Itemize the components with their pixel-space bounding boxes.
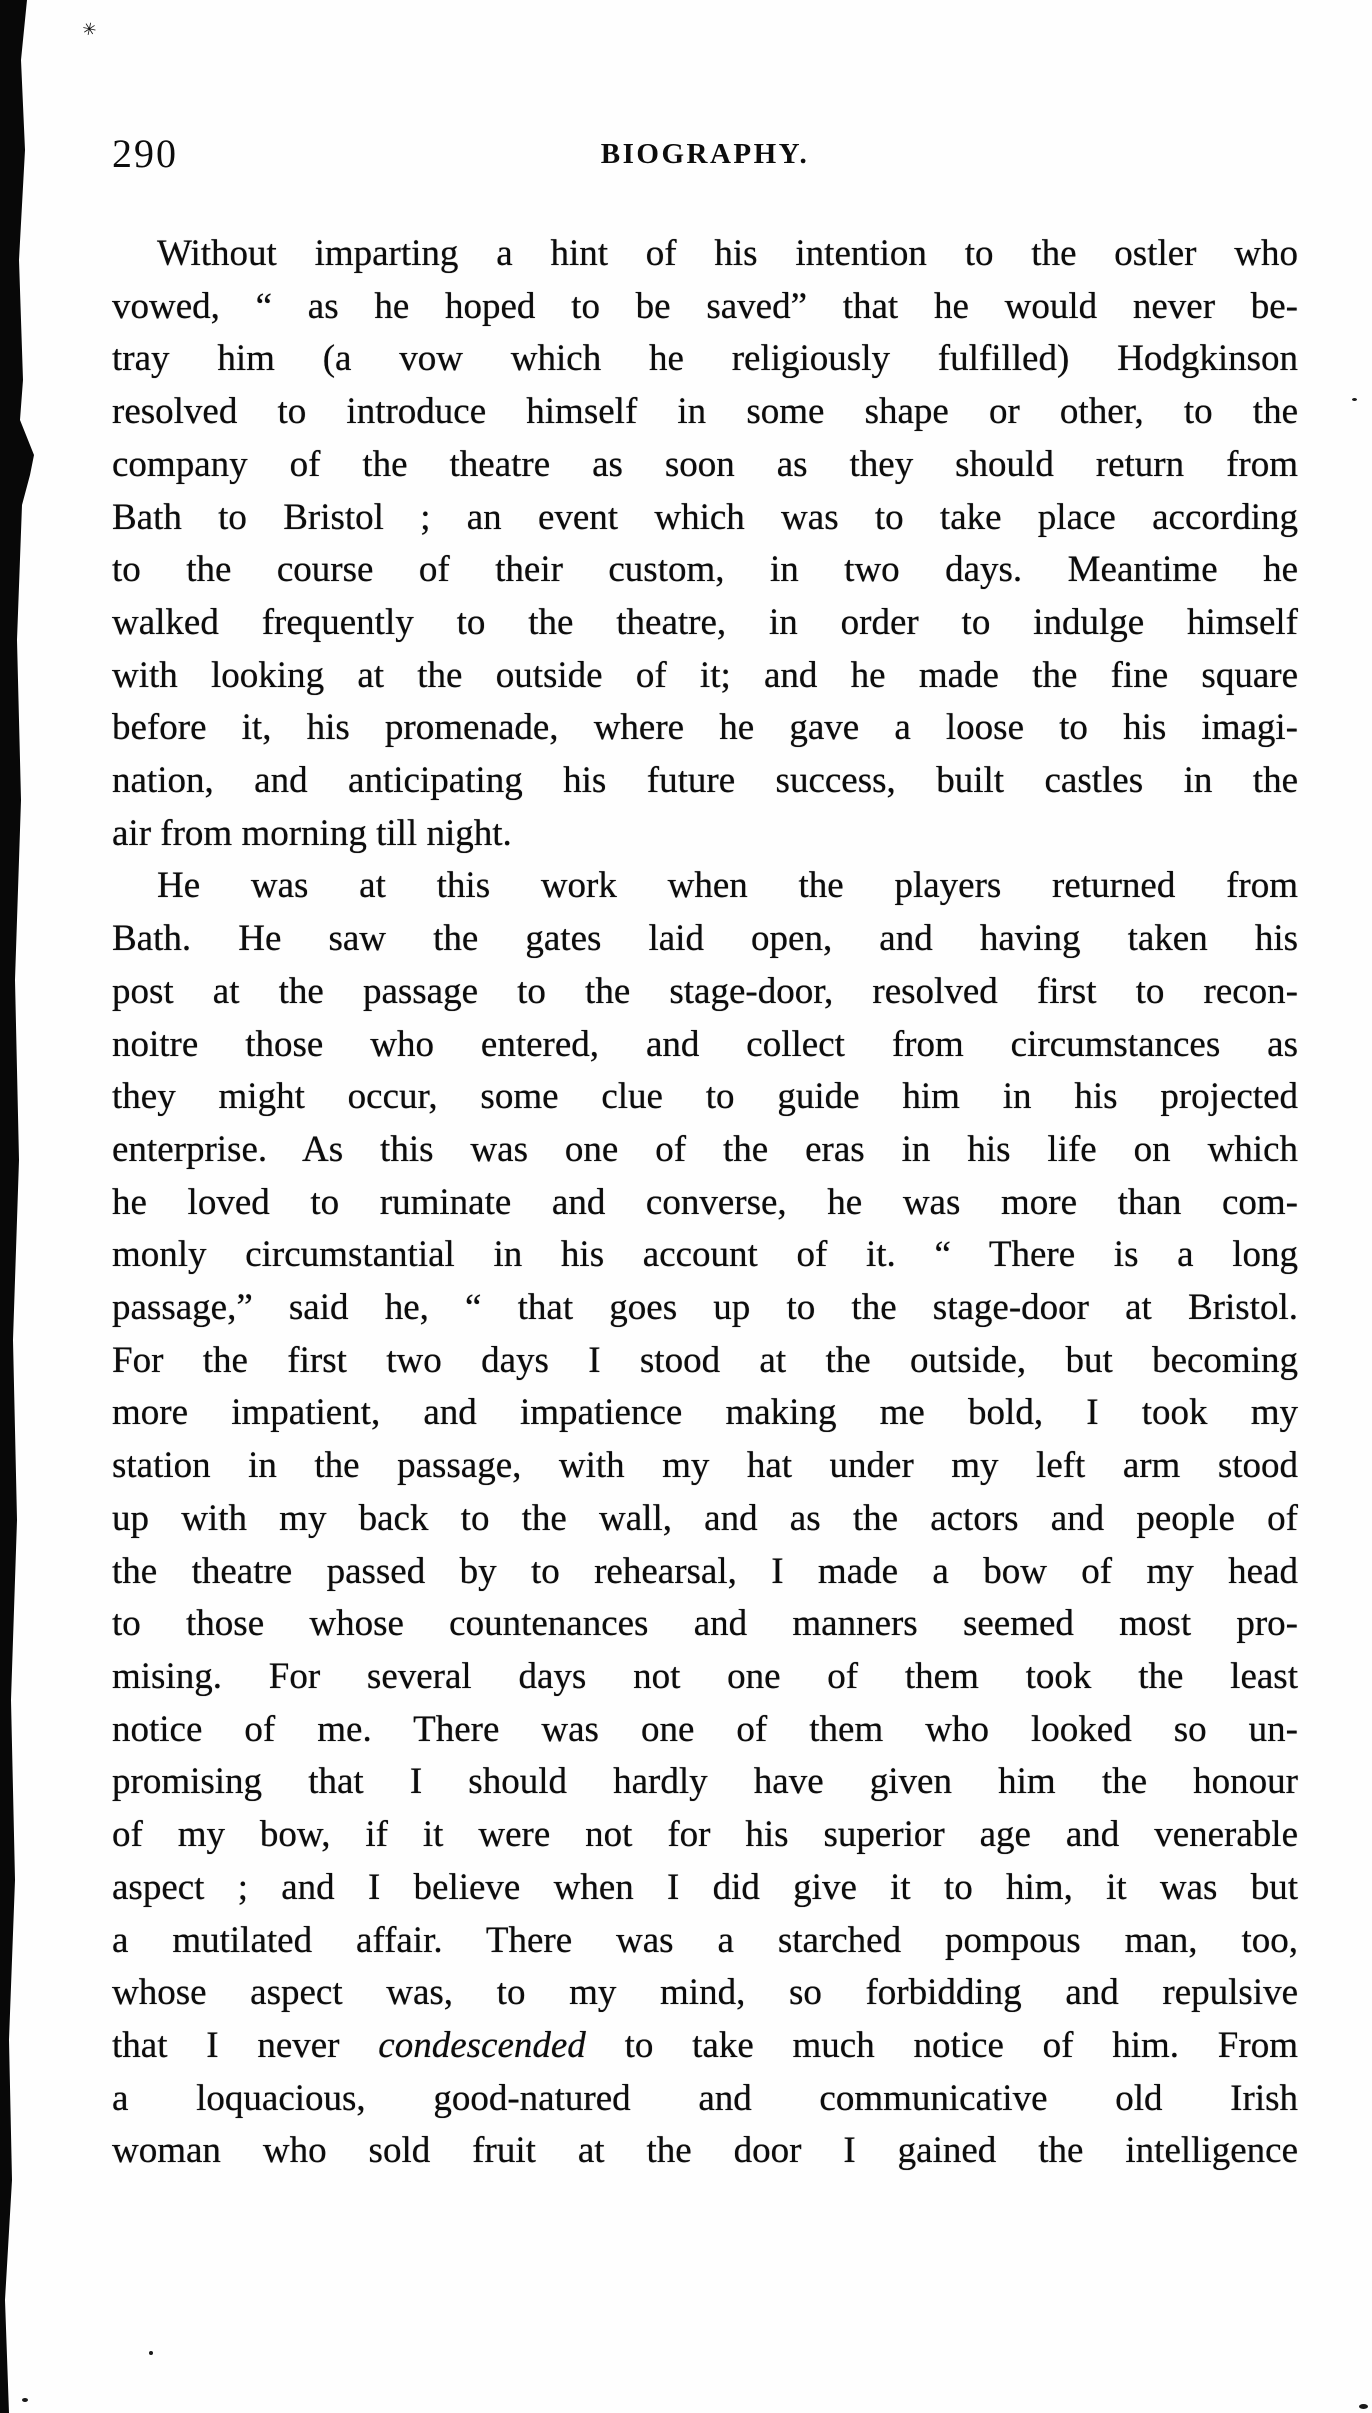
scan-gutter-shadow bbox=[0, 0, 40, 2413]
text-line: Without imparting a hint of his intention to the ostler who bbox=[157, 233, 1298, 274]
text-segment: to take much notice of him. From bbox=[585, 2024, 1298, 2066]
text-line: up with my back to the wall, and as the actors and people of bbox=[112, 1497, 1298, 1539]
text-line: aspect ; and I believe when I did give it to him, it was but bbox=[112, 1866, 1298, 1908]
text-block bbox=[112, 228, 1298, 2178]
text-line: tray him (a vow which he religiously fulfilled) Hodgkinson bbox=[112, 338, 1298, 380]
text-line: monly circumstantial in his account of it. “ There is a long bbox=[112, 1234, 1298, 1276]
page-header bbox=[112, 130, 1298, 182]
text-line: He was at this work when the players returned from bbox=[157, 865, 1298, 907]
text-line: a loquacious, good-natured and communicative old Irish bbox=[112, 2077, 1298, 2119]
text-line: notice of me. There was one of them who looked so un- bbox=[112, 1708, 1298, 1750]
scan-speck bbox=[1352, 398, 1357, 401]
text-line: enterprise. As this was one of the eras in his life on which bbox=[112, 1128, 1298, 1170]
text-line: station in the passage, with my hat under my left arm stood bbox=[112, 1445, 1298, 1487]
text-line: vowed, “ as he hoped to be saved” that he would never be- bbox=[112, 285, 1298, 327]
text-line: For the first two days I stood at the outside, but becoming bbox=[112, 1339, 1298, 1381]
text-segment: that I never bbox=[112, 2024, 379, 2066]
text-line: mising. For several days not one of them took the least bbox=[112, 1655, 1298, 1697]
italic-word: condescended bbox=[378, 2024, 586, 2066]
text-line: the theatre passed by to rehearsal, I made a bow of my head bbox=[112, 1550, 1298, 1592]
text-line: more impatient, and impatience making me bold, I took my bbox=[112, 1392, 1298, 1434]
text-line: Bath to Bristol ; an event which was to take place according bbox=[112, 496, 1298, 538]
scan-speck bbox=[1359, 2404, 1368, 2409]
scan-speck bbox=[22, 2398, 28, 2402]
text-line: a mutilated affair. There was a starched pompous man, too, bbox=[112, 1919, 1298, 1961]
paragraph bbox=[112, 228, 1298, 860]
text-line: promising that I should hardly have given him the honour bbox=[112, 1761, 1298, 1803]
text-line: to the course of their custom, in two days. Meantime he bbox=[112, 549, 1298, 591]
text-line: nation, and anticipating his future success, built castles in the bbox=[112, 760, 1298, 802]
text-line: passage,” said he, “ that goes up to the stage-door at Bristol. bbox=[112, 1287, 1298, 1329]
text-line: they might occur, some clue to guide him in his projected bbox=[112, 1076, 1298, 1118]
paragraph bbox=[112, 860, 1298, 2178]
text-line: company of the theatre as soon as they should return from bbox=[112, 443, 1298, 485]
text-line: air from morning till night. bbox=[112, 812, 512, 854]
text-line bbox=[112, 2020, 1298, 2073]
text-line: whose aspect was, to my mind, so forbidding and repulsive bbox=[112, 1972, 1298, 2014]
running-title: BIOGRAPHY. bbox=[600, 138, 810, 170]
text-line: with looking at the outside of it; and he made the fine square bbox=[112, 654, 1298, 696]
text-line: of my bow, if it were not for his superior age and venerable bbox=[112, 1814, 1298, 1856]
text-line: to those whose countenances and manners seemed most pro- bbox=[112, 1603, 1298, 1645]
text-line: resolved to introduce himself in some shape or other, to the bbox=[112, 391, 1298, 433]
text-line: before it, his promenade, where he gave a loose to his imagi- bbox=[112, 707, 1298, 749]
text-line: walked frequently to the theatre, in order to indulge himself bbox=[112, 601, 1298, 643]
text-line: post at the passage to the stage-door, resolved first to recon- bbox=[112, 970, 1298, 1012]
printers-mark: ✳ bbox=[80, 18, 99, 41]
text-line: he loved to ruminate and converse, he was more than com- bbox=[112, 1181, 1298, 1223]
text-line: Bath. He saw the gates laid open, and having taken his bbox=[112, 918, 1298, 960]
page-number: 290 bbox=[112, 131, 178, 176]
text-line: noitre those who entered, and collect from circumstances as bbox=[112, 1023, 1298, 1065]
text-line: woman who sold fruit at the door I gained the intelligence bbox=[112, 2130, 1298, 2172]
scan-speck bbox=[149, 2351, 153, 2355]
